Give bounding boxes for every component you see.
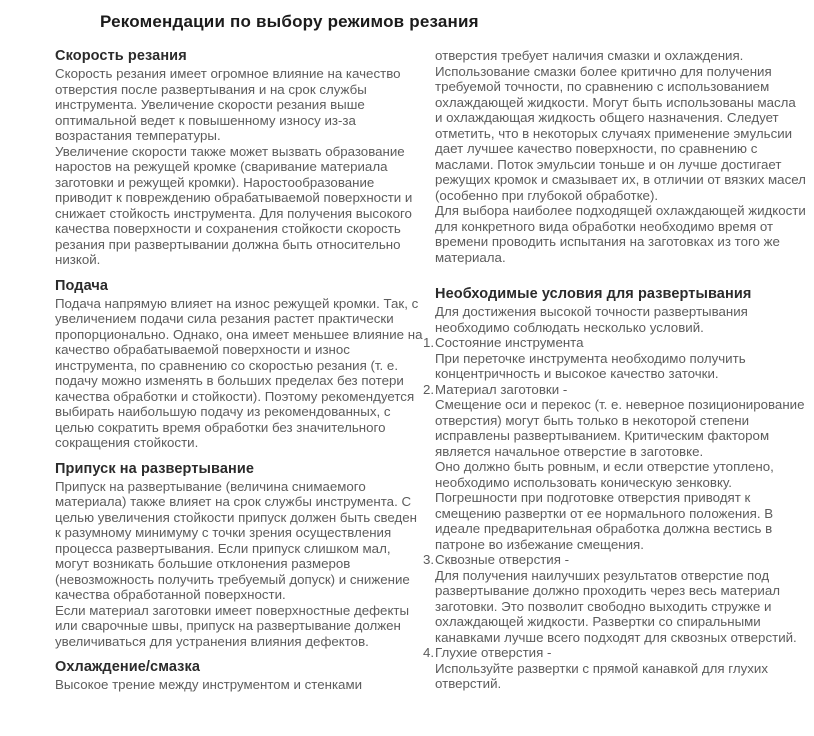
paragraph: Оно должно быть ровным, и если отверстие утоплено, необходимо использовать коническую зенковку. Погрешности при подготовке отверстия приводят к смещению развертки от ее нормального положения. В идеале предварительная обработка должна вестись в патроне во избежание смещения.: [435, 459, 774, 552]
section-intro: Для достижения высокой точности развертывания необходимо соблюдать несколько условий.: [435, 304, 748, 335]
paragraph: Смещение оси и перекос (т. е. неверное позиционирование отверстия) могут быть только в некоторой степени исправлены развертыванием. Критическим фактором является начальное отверстие в заготовке.: [435, 397, 805, 459]
list-item-workpiece-material: [423, 382, 806, 553]
paragraph: Высокое трение между инструментом и стенками: [55, 677, 363, 692]
paragraph: Подача напрямую влияет на износ режущей кромки. Так, с увеличением подачи сила резания растет практически пропорционально. Однако, она имеет меньшее влияние на качество обрабатываемой поверхности и износ инструмента, по сравнению со скоростью резания (т. е. подачу можно изменять в больших пределах без потери качества обработки и стойкости). Поэтому рекомендуется выбирать наибольшую подачу из рекомендованных, с целью сократить время обработки без значительного сокращения стойкости.: [55, 295, 423, 450]
left-column: [55, 48, 423, 693]
section-heading: Охлаждение/смазка: [55, 659, 201, 675]
section-feed: [55, 278, 423, 451]
list-item-number: 1.: [423, 335, 435, 350]
list-item-number: 2.: [423, 381, 435, 397]
list-item-title: Состояние инструмента: [435, 335, 584, 350]
section-cutting-speed: [55, 48, 423, 268]
section-heading-required-conditions: Необходимые условия для развертывания: [435, 286, 752, 302]
paragraph: Припуск на развертывание (величина снимаемого материала) также влияет на срок службы инструмента. С целью увеличения стойкости припуск должен быть сведен к разумному минимуму с точки зрения осуществления процесса развертывания. Если припуск слишком мал, могут возникать большие отклонения размеров (невозможность получить требуемый допуск) и снижение качества обработанной поверхности.: [55, 478, 417, 602]
paragraph: При переточке инструмента необходимо получить концентричность и высокое качество заточки.: [435, 350, 746, 381]
list-item-number: 4.: [423, 645, 435, 660]
list-item-title: Сквозные отверстия -: [435, 552, 570, 567]
paragraph-continuation: отверстия требует наличия смазки и охлаждения. Использование смазки более критично для получения требуемой точности, по сравнению с использованием охлаждающей жидкости. Могут быть использованы масла и охлаждающая жидкость общего назначения. Следует отметить, что в некоторых случаях применение эмульсии дает лучшее качество поверхности, по сравнению с маслами. Поток эмульсии тоньше и он лучше достигает режущих кромок и смазывает их, в отличии от вязких масел (особенно при глубокой обработке).: [435, 48, 806, 203]
page-title: Рекомендации по выбору режимов резания: [100, 12, 479, 31]
paragraph: Используйте развертки с прямой канавкой для глухих отверстий.: [435, 660, 768, 691]
right-column: [423, 48, 806, 693]
list-item-number: 3.: [423, 552, 435, 567]
paragraph: Если материал заготовки имеет поверхностные дефекты или сварочные швы, припуск на развертывание должен увеличиваться для устранения влияния дефектов.: [55, 602, 410, 649]
list-item-blind-holes: [423, 645, 806, 692]
paragraph: Увеличение скорости также может вызвать образование наростов на режущей кромке (сваривание материала заготовки и режущей кромки). Наростообразование приводит к повреждению обрабатываемой поверхности и снижает стойкость инструмента. Для получения высокого качества поверхности и сохранения стойкости скорость резания при развертывании должна быть относительно низкой.: [55, 143, 413, 267]
section-heading: Подача: [55, 277, 109, 294]
section-heading: Припуск на развертывание: [55, 460, 255, 477]
list-item-through-holes: [423, 552, 806, 645]
section-reaming-allowance: [55, 461, 423, 650]
list-item-title: Материал заготовки -: [435, 381, 568, 397]
list-item-tool-condition: [423, 335, 806, 382]
section-cooling-lubrication: [55, 659, 423, 693]
two-column-layout: [0, 32, 814, 693]
list-item-title: Глухие отверстия -: [435, 645, 552, 660]
paragraph-continuation: Для выбора наиболее подходящей охлаждающей жидкости для конкретного вида обработки необходимо время от времени проводить испытания на заготовках из того же материала.: [435, 203, 806, 265]
section-heading: Скорость резания: [55, 48, 187, 64]
paragraph: Скорость резания имеет огромное влияние на качество отверстия после развертывания и на срок службы инструмента. Увеличение скорости резания выше оптимальной ведет к повышенному износу из-за возрастания температуры.: [55, 66, 401, 143]
paragraph: Для получения наилучших результатов отверстие под развертывание должно проходить через весь материал заготовки. Это позволит свободно выходить стружке и охлаждающей жидкости. Развертки со спиральными канавками лучше всего подходят для сквозных отверстий.: [435, 567, 797, 645]
